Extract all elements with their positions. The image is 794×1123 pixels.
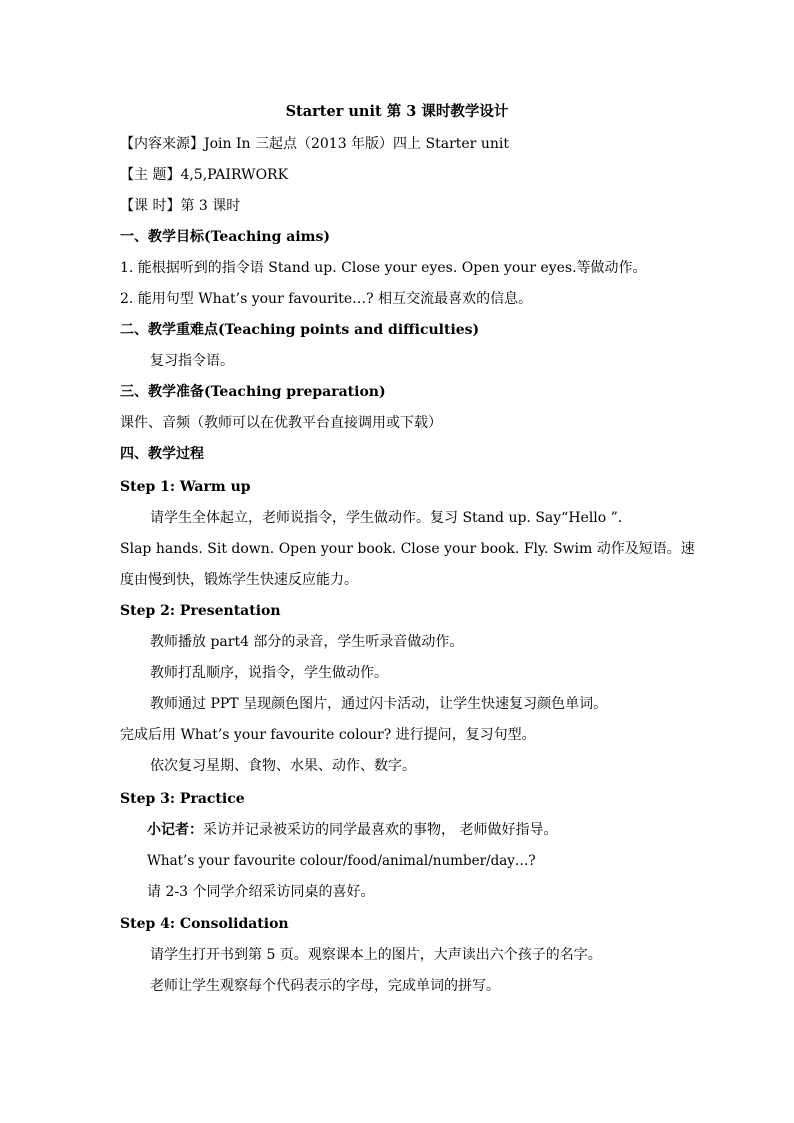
- step3-reporter: [147, 820, 680, 840]
- step3-question: What’s your favourite colour/food/animal/number/day…?: [147, 853, 536, 869]
- meta-source: 【内容来源】Join In 三起点（2013 年版）四上 Starter unit: [120, 136, 509, 152]
- step1-heading: Step 1: Warm up: [120, 479, 251, 495]
- step4-line-1: 请学生打开书到第 5 页。观察课本上的图片，大声读出六个孩子的名字。: [150, 947, 602, 963]
- key-points-body: 复习指令语。: [150, 353, 234, 369]
- meta-topic: 【主 题】4,5,PAIRWORK: [120, 167, 289, 183]
- meta-period: 【课 时】第 3 课时: [120, 198, 241, 214]
- step2-line-4: 完成后用 What’s your favourite colour? 进行提问，复习句型。: [120, 727, 536, 743]
- reporter-text: 采访并记录被采访的同学最喜欢的事物， 老师做好指导。: [203, 822, 558, 838]
- step2-line-1: 教师播放 part4 部分的录音，学生听录音做动作。: [150, 634, 464, 650]
- step1-line-1: 请学生全体起立，老师说指令，学生做动作。复习 Stand up. Say“Hello ”.: [150, 510, 623, 526]
- step4-line-2: 老师让学生观察每个代码表示的字母，完成单词的拼写。: [150, 978, 500, 994]
- step2-heading: Step 2: Presentation: [120, 603, 281, 619]
- step3-note: 请 2-3 个同学介绍采访同桌的喜好。: [147, 884, 375, 900]
- section-heading-aims: 一、教学目标(Teaching aims): [120, 229, 330, 245]
- document-title: Starter unit 第 3 课时教学设计: [285, 103, 509, 120]
- section-heading-preparation: 三、教学准备(Teaching preparation): [120, 384, 386, 400]
- step2-line-5: 依次复习星期、食物、水果、动作、数字。: [150, 758, 416, 774]
- aim-item-1: 1. 能根据听到的指令语 Stand up. Close your eyes. Open your eyes.等做动作。: [120, 260, 647, 276]
- step2-line-3: 教师通过 PPT 呈现颜色图片，通过闪卡活动，让学生快速复习颜色单词。: [150, 696, 608, 712]
- step3-heading: Step 3: Practice: [120, 791, 245, 807]
- step1-line-3: 度由慢到快，锻炼学生快速反应能力。: [120, 572, 358, 588]
- step1-line-2: Slap hands. Sit down. Open your book. Close your book. Fly. Swim 动作及短语。速: [120, 541, 695, 557]
- reporter-label: 小记者：: [147, 822, 203, 838]
- section-heading-key-points: 二、教学重难点(Teaching points and difficulties): [120, 322, 480, 338]
- section-heading-process: 四、教学过程: [120, 446, 204, 462]
- step4-heading: Step 4: Consolidation: [120, 916, 289, 932]
- aim-item-2: 2. 能用句型 What’s your favourite…? 相互交流最喜欢的信息。: [120, 291, 533, 307]
- preparation-body: 课件、音频（教师可以在优教平台直接调用或下载）: [120, 415, 442, 431]
- step2-line-2: 教师打乱顺序，说指令，学生做动作。: [150, 665, 388, 681]
